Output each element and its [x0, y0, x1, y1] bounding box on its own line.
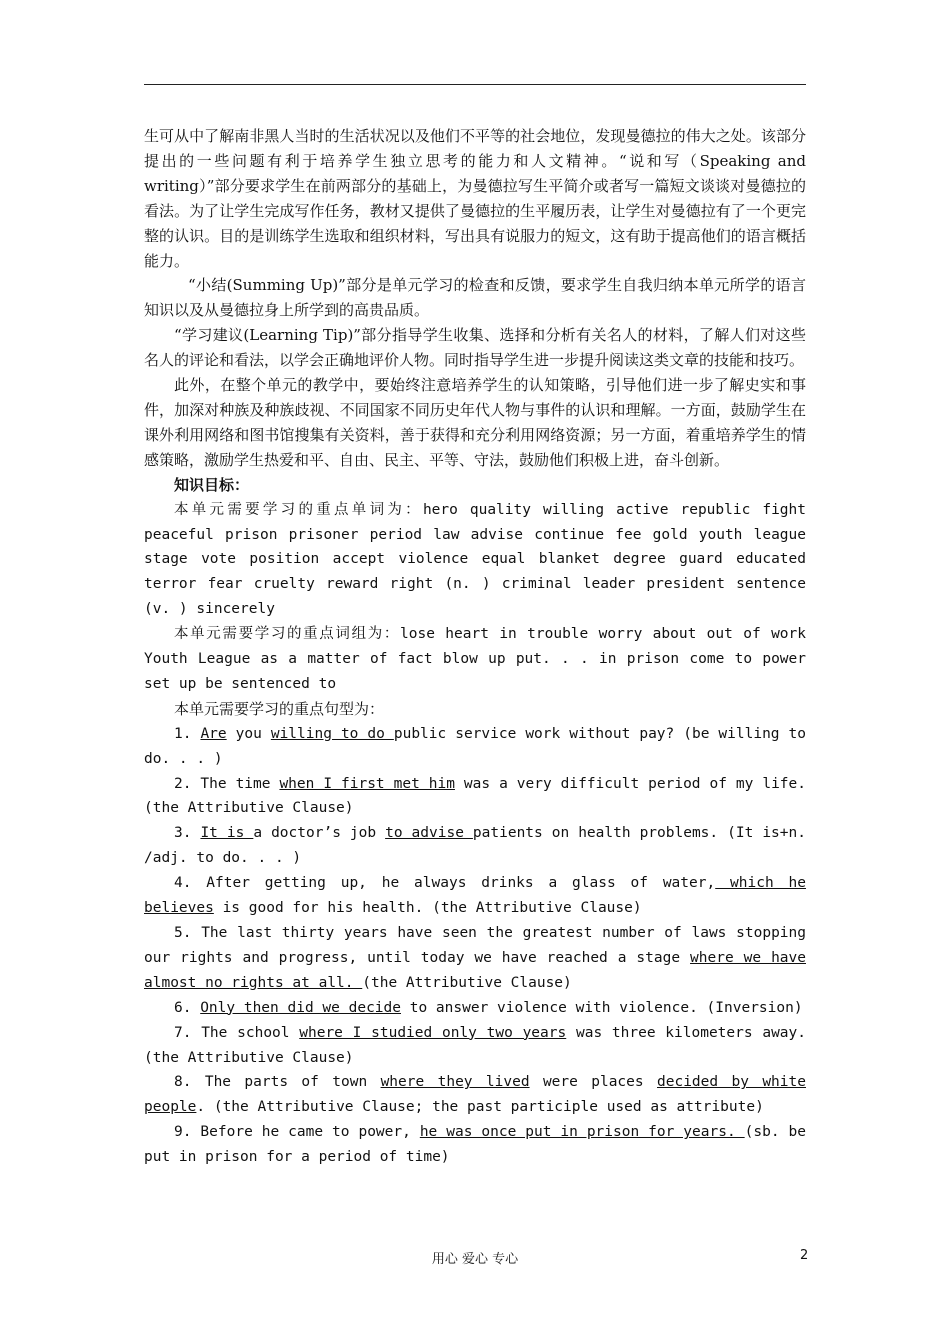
sentence-text-segment: . (the Attributive Clause; the past participle used as attribute) [196, 1099, 764, 1116]
sentence-underlined-segment: where I studied only two years [299, 1024, 567, 1041]
key-words-list: hero quality willing active republic fight peaceful prison prisoner period law advise continue fee gold youth league stage vote position accept violence equal blanket degree guard educated terror fear cruelty reward right (n. ) criminal leader president sentence (v. ) sincerely [144, 501, 806, 618]
sentence-text-segment: 2. The time [174, 775, 280, 792]
sentence-text-segment: you [226, 725, 271, 742]
sentence-underlined-segment: decided by white people [144, 1074, 806, 1116]
sentence-item [144, 921, 806, 996]
sentence-underlined-segment: where we have almost no rights at all. [144, 949, 806, 991]
footer-motto: 用心 爱心 专心 [431, 1252, 519, 1267]
key-sentences-intro: 本单元需要学习的重点句型为： [174, 699, 385, 718]
paragraph-analysis-continued: 生可从中了解南非黑人当时的生活状况以及他们不平等的社会地位，发现曼德拉的伟大之处。该部分提出的一些问题有利于培养学生独立思考的能力和人文精神。“说和写（Speaking and writing）”部分要求学生在前两部分的基础上，为曼德拉写生平简介或者写一篇短文谈谈对曼德拉的看法。为了让学生完成写作任务，教材又提供了曼德拉的生平履历表，让学生对曼德拉有了一个更完整的认识。目的是训练学生选取和组织材料，写出具有说服力的短文，这有助于提高他们的语言概括能力。 [144, 127, 806, 270]
key-words-paragraph [144, 498, 806, 623]
key-phrases-intro: 本单元需要学习的重点词组为： [174, 626, 401, 643]
sentence-underlined-segment: It is [200, 825, 254, 842]
header-rule [144, 84, 806, 85]
sentence-underlined-segment: to advise [385, 825, 473, 842]
page-number: 2 [800, 1248, 809, 1263]
sentence-text-segment: 8. The parts of town [174, 1074, 381, 1091]
sentence-text-segment: 5. The last thirty years have seen the greatest number of laws stopping our rights and progress, until today we have reached a stage [144, 925, 806, 966]
sentence-text-segment: is good for his health. (the Attributive Clause) [213, 900, 642, 917]
sentence-text-segment: 6. [174, 999, 201, 1016]
sentence-item [144, 772, 806, 822]
sentence-text-segment: 7. The school [174, 1024, 300, 1041]
page-content [144, 124, 806, 1170]
key-phrases-list: lose heart in trouble worry about out of work Youth League as a matter of fact blow up put. . . in prison come to power set up be sentenced to [144, 626, 807, 692]
paragraph-strategy: 此外，在整个单元的教学中，要始终注意培养学生的认知策略，引导他们进一步了解史实和事件，加深对种族及种族歧视、不同国家不同历史年代人物与事件的认识和理解。一方面，鼓励学生在课外利用网络和图书馆搜集有关资料，善于获得和充分利用网络资源；另一方面，着重培养学生的情感策略，激励学生热爱和平、自由、民主、平等、守法，鼓励他们积极上进，奋斗创新。 [144, 376, 806, 469]
sentence-item [144, 1021, 806, 1071]
paragraph-summing-up: “小结(Summing Up)”部分是单元学习的检查和反馈，要求学生自我归纳本单元所学的语言知识以及从曼德拉身上所学到的高贵品质。 [144, 276, 806, 320]
sentence-list [144, 722, 806, 1170]
key-phrases-paragraph [144, 622, 806, 697]
sentence-text-segment: public service work without pay? (be willing to do. . . ) [144, 725, 806, 767]
sentence-text-segment: was a very difficult period of my life. (the Attributive Clause) [144, 775, 806, 817]
sentence-text-segment: was three kilometers away. (the Attributive Clause) [144, 1024, 806, 1066]
section-heading-knowledge: 知识目标： [174, 475, 250, 494]
sentence-text-segment: 4. After getting up, he always drinks a glass of water, [174, 875, 716, 892]
sentence-text-segment: to answer violence with violence. (Inversion) [401, 999, 803, 1016]
sentence-text-segment: were places [529, 1074, 657, 1091]
sentence-text-segment: patients on health problems. (It is+n. /adj. to do. . . ) [144, 825, 806, 867]
sentence-item [144, 821, 806, 871]
key-words-intro: 本单元需要学习的重点单词为： [174, 501, 423, 518]
sentence-text-segment: a doctor’s job [253, 825, 386, 842]
sentence-underlined-segment: where they lived [380, 1074, 530, 1091]
sentence-underlined-segment: Only then did we decide [200, 999, 401, 1016]
sentence-underlined-segment: when I first met him [279, 775, 455, 792]
sentence-item [144, 996, 806, 1021]
sentence-item [144, 871, 806, 921]
sentence-underlined-segment: Are [200, 725, 227, 742]
sentence-item [144, 1120, 806, 1170]
sentence-text-segment: (the Attributive Clause) [362, 974, 572, 991]
paragraph-learning-tip: “学习建议(Learning Tip)”部分指导学生收集、选择和分析有关名人的材料，了解人们对这些名人的评论和看法，以学会正确地评价人物。同时指导学生进一步提升阅读这类文章的技能和技巧。 [144, 326, 806, 370]
sentence-underlined-segment: which he believes [144, 875, 806, 917]
sentence-underlined-segment: he was once put in prison for years. [419, 1124, 745, 1141]
sentence-text-segment: 1. [174, 725, 201, 742]
sentence-item [144, 722, 806, 772]
sentence-underlined-segment: willing to do [270, 725, 394, 742]
sentence-text-segment: 9. Before he came to power, [174, 1124, 420, 1141]
sentence-text-segment: 3. [174, 825, 201, 842]
sentence-text-segment: (sb. be put in prison for a period of time) [144, 1124, 806, 1166]
sentence-item [144, 1070, 806, 1120]
